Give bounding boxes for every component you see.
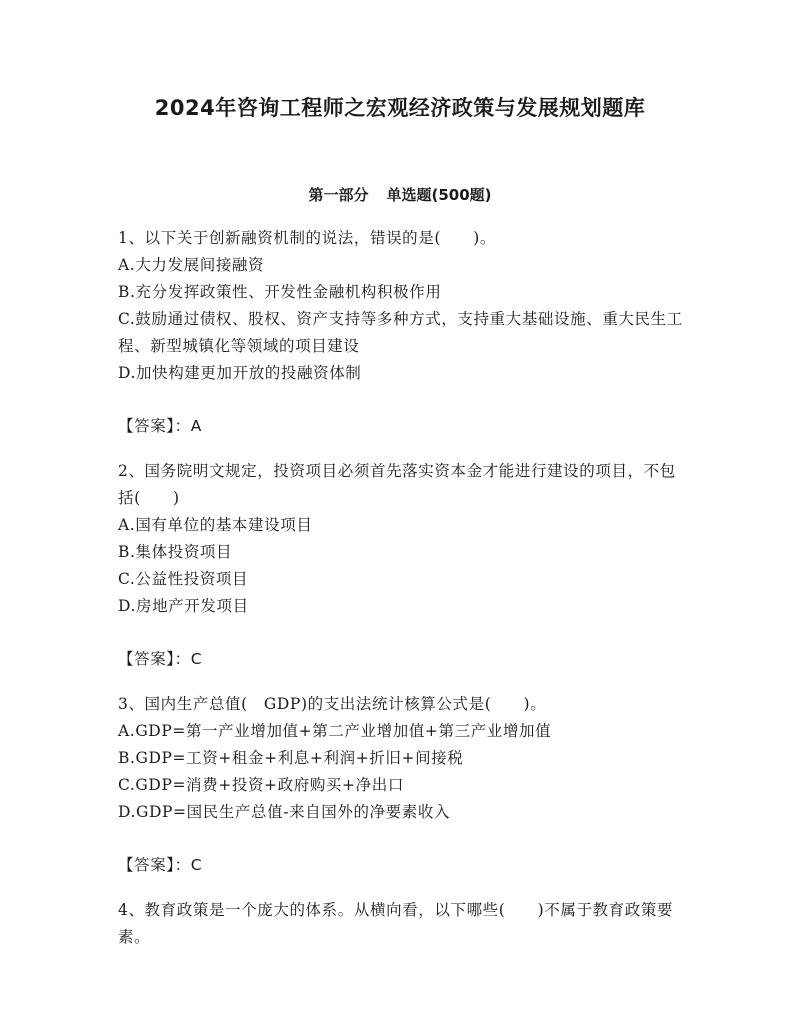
section-title — [0, 184, 800, 205]
answer-value: C — [190, 856, 203, 874]
option-c: C.公益性投资项目 — [118, 570, 249, 588]
question-4 — [118, 897, 683, 951]
document-title: 2024年咨询工程师之宏观经济政策与发展规划题库 — [154, 96, 646, 120]
question-2 — [118, 458, 683, 673]
option-c: C.鼓励通过债权、股权、资产支持等多种方式，支持重大基础设施、重大民生工程、新型城镇化等领域的项目建设 — [118, 310, 683, 355]
option-a: A.GDP=第一产业增加值+第二产业增加值+第三产业增加值 — [118, 722, 552, 740]
answer-line — [118, 852, 683, 879]
question-stem: 3、国内生产总值( GDP)的支出法统计核算公式是( )。 — [118, 695, 547, 713]
question-stem: 2、国务院明文规定，投资项目必须首先落实资本金才能进行建设的项目，不包括( ) — [118, 462, 676, 507]
question-list — [118, 225, 683, 951]
option-d: D.房地产开发项目 — [118, 597, 249, 615]
option-c: C.GDP=消费+投资+政府购买+净出口 — [118, 776, 404, 794]
answer-label: 【答案】： — [118, 417, 191, 435]
option-a: A.国有单位的基本建设项目 — [118, 516, 313, 534]
answer-label: 【答案】： — [118, 856, 191, 874]
option-a: A.大力发展间接融资 — [118, 256, 265, 274]
answer-line — [118, 413, 683, 440]
question-stem: 1、以下关于创新融资机制的说法，错误的是( )。 — [118, 229, 496, 247]
answer-label: 【答案】： — [118, 650, 191, 668]
answer-value: C — [190, 650, 203, 668]
option-b: B.集体投资项目 — [118, 543, 233, 561]
section-type: 单选题(500题) — [386, 186, 492, 204]
option-b: B.充分发挥政策性、开发性金融机构积极作用 — [118, 283, 442, 301]
question-1 — [118, 225, 683, 440]
answer-line — [118, 646, 683, 673]
answer-value: A — [190, 417, 202, 435]
option-d: D.加快构建更加开放的投融资体制 — [118, 364, 362, 382]
option-b: B.GDP=工资+租金+利息+利润+折旧+间接税 — [118, 749, 464, 767]
section-part: 第一部分 — [308, 186, 369, 204]
question-3 — [118, 691, 683, 879]
question-stem: 4、教育政策是一个庞大的体系。从横向看，以下哪些( )不属于教育政策要素。 — [118, 901, 674, 946]
option-d: D.GDP=国民生产总值-来自国外的净要素收入 — [118, 803, 451, 821]
